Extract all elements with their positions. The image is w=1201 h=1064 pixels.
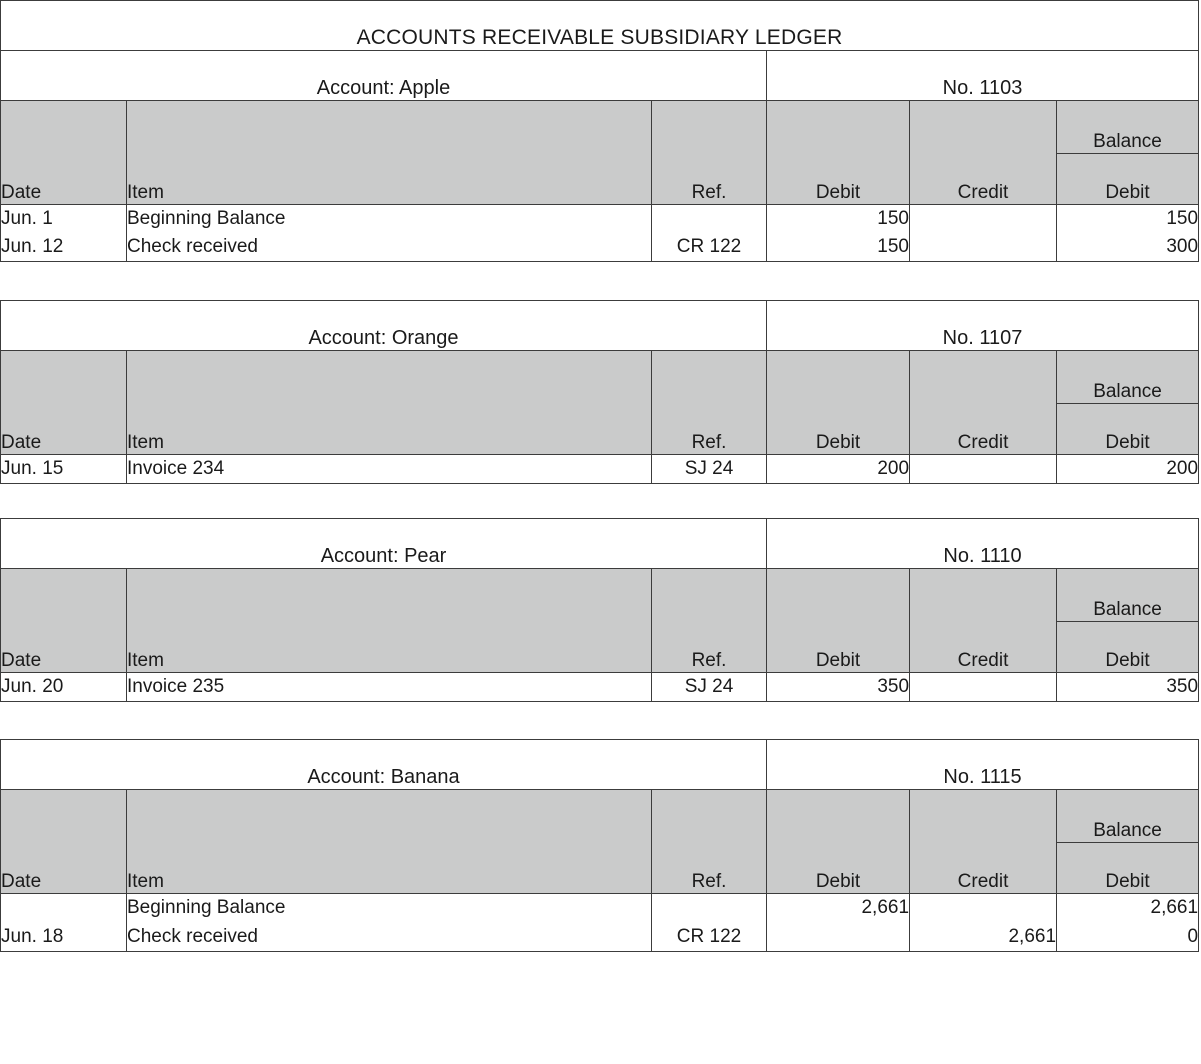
account-name-apple: Account: Apple [1,51,767,101]
account-header-row [1,301,1199,351]
ledger-table-orange [0,300,1199,484]
column-header-balance: Balance [1057,790,1199,843]
cell-ref [652,205,767,262]
column-header-ref: Ref. [652,790,767,894]
column-header-row-top [1,569,1199,622]
column-header-item: Item [127,569,652,673]
cell-item-line-1: Beginning Balance [127,897,286,919]
table-gap [0,702,1201,739]
account-header-row [1,519,1199,569]
column-header-row-top [1,790,1199,843]
column-header-balance-debit: Debit [1057,404,1199,455]
account-name-orange: Account: Orange [1,301,767,351]
cell-ref-line-2: CR 122 [676,236,742,258]
cell-debit-line-2: 150 [877,236,909,258]
column-header-credit: Credit [910,569,1057,673]
cell-date-line-2: Jun. 12 [1,236,64,258]
account-name-pear: Account: Pear [1,519,767,569]
cell-debit [767,894,910,951]
table-row [1,894,1199,951]
cell-credit [910,673,1057,702]
column-header-balance: Balance [1057,101,1199,154]
cell-ref: SJ 24 [652,455,767,484]
cell-credit-line-1 [910,205,1056,233]
column-header-debit: Debit [767,569,910,673]
cell-item-line-1: Beginning Balance [127,208,286,229]
cell-date [1,205,127,262]
account-number-banana: No. 1115 [767,740,1199,790]
cell-date: Jun. 20 [1,673,127,702]
cell-item: Invoice 235 [127,673,652,702]
column-header-debit: Debit [767,351,910,455]
column-header-row-top [1,101,1199,154]
cell-credit [910,455,1057,484]
cell-balance-line-2: 300 [1166,236,1199,258]
column-header-date: Date [1,351,127,455]
column-header-credit: Credit [910,790,1057,894]
column-header-row-top [1,351,1199,404]
cell-date: Jun. 15 [1,455,127,484]
cell-credit [910,894,1057,951]
cell-item: Invoice 234 [127,455,652,484]
account-number-apple: No. 1103 [767,51,1199,101]
column-header-balance-debit: Debit [1057,622,1199,673]
column-header-balance: Balance [1057,569,1199,622]
cell-date-line-1: Jun. 1 [1,208,53,229]
cell-debit: 200 [767,455,910,484]
account-header-row [1,740,1199,790]
account-number-orange: No. 1107 [767,301,1199,351]
cell-date-line-2: Jun. 18 [1,925,64,947]
column-header-ref: Ref. [652,101,767,205]
cell-ref-line-1 [652,205,766,233]
cell-ref: SJ 24 [652,673,767,702]
cell-item-line-2: Check received [127,236,258,258]
cell-debit [767,205,910,262]
column-header-date: Date [1,790,127,894]
cell-ref [652,894,767,951]
cell-balance-debit [1057,894,1199,951]
ledger-table-banana [0,739,1199,951]
table-row [1,205,1199,262]
cell-date [1,894,127,951]
column-header-date: Date [1,569,127,673]
column-header-ref: Ref. [652,569,767,673]
table-gap [0,484,1201,518]
column-header-ref: Ref. [652,351,767,455]
document-title-row [1,1,1199,51]
cell-balance-debit: 200 [1057,455,1199,484]
column-header-balance-debit: Debit [1057,154,1199,205]
cell-ref-line-2: CR 122 [676,925,742,947]
column-header-date: Date [1,101,127,205]
cell-item [127,205,652,262]
cell-credit-line-2 [910,233,1056,261]
cell-debit: 350 [767,673,910,702]
account-name-banana: Account: Banana [1,740,767,790]
ledger-table-pear [0,518,1199,702]
cell-balance-line-2: 0 [1187,925,1199,947]
column-header-debit: Debit [767,790,910,894]
account-header-row [1,51,1199,101]
column-header-item: Item [127,101,652,205]
cell-debit-line-2 [767,923,909,951]
cell-balance-line-1: 150 [1166,208,1199,229]
column-header-debit: Debit [767,101,910,205]
cell-balance-debit: 350 [1057,673,1199,702]
column-header-item: Item [127,351,652,455]
cell-credit-line-2: 2,661 [1008,925,1057,947]
page-title: ACCOUNTS RECEIVABLE SUBSIDIARY LEDGER [1,1,1199,51]
cell-balance-line-1: 2,661 [1150,897,1199,919]
table-row [1,673,1199,702]
table-row [1,455,1199,484]
account-number-pear: No. 1110 [767,519,1199,569]
cell-credit-line-1 [910,894,1056,922]
ledger-table-apple [0,0,1199,262]
cell-date-line-1 [1,894,126,922]
cell-item-line-2: Check received [127,925,258,947]
column-header-credit: Credit [910,351,1057,455]
cell-ref-line-1 [652,894,766,922]
column-header-item: Item [127,790,652,894]
column-header-credit: Credit [910,101,1057,205]
cell-credit [910,205,1057,262]
cell-balance-debit [1057,205,1199,262]
table-gap [0,262,1201,300]
column-header-balance: Balance [1057,351,1199,404]
cell-item [127,894,652,951]
cell-debit-line-1: 2,661 [861,897,910,919]
cell-debit-line-1: 150 [877,208,909,229]
column-header-balance-debit: Debit [1057,843,1199,894]
